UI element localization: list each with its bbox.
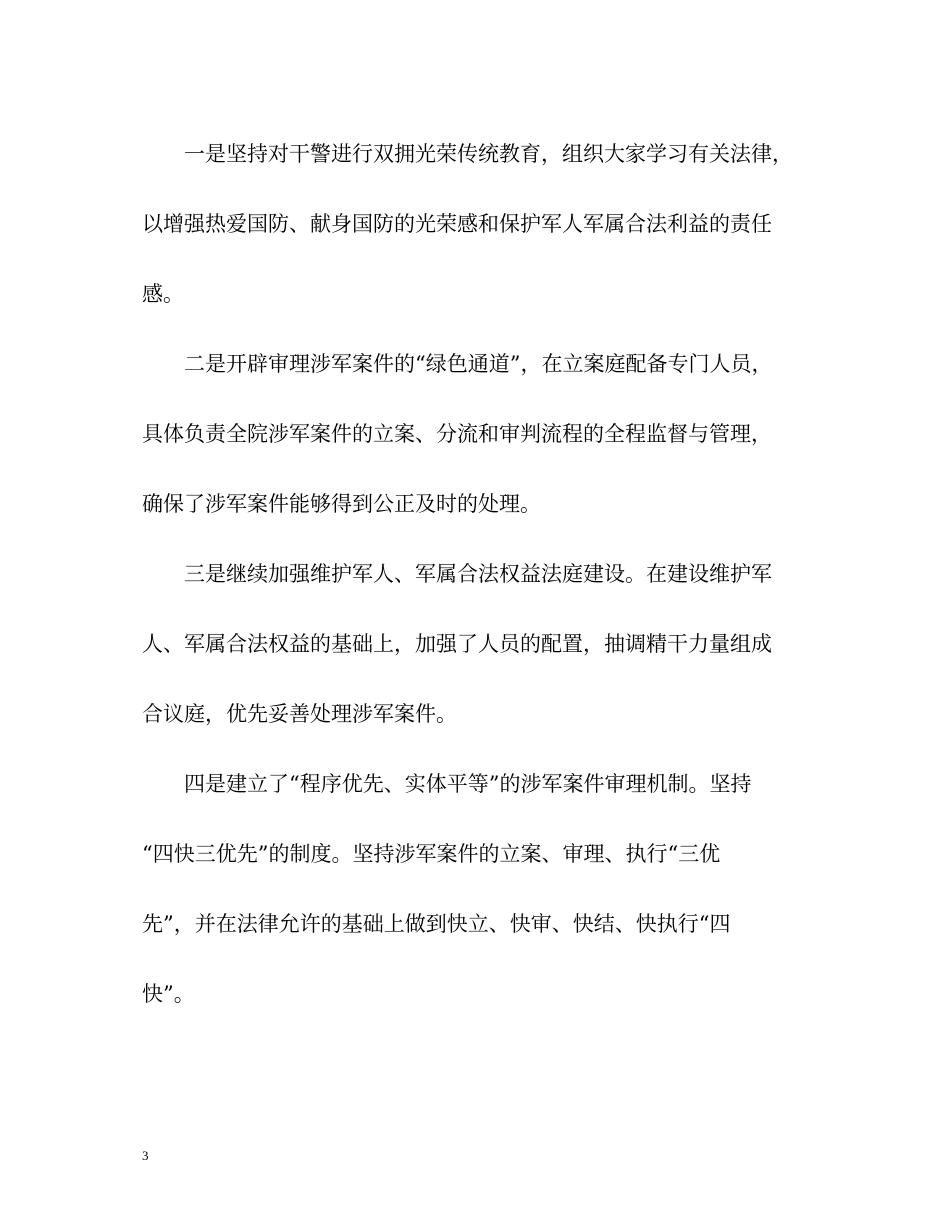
- paragraph-3: [142, 539, 812, 749]
- paragraph-line: 三是继续加强维护军人、军属合法权益法庭建设。在建设维护军: [184, 562, 772, 586]
- paragraph-line: 四是建立了“程序优先、实体平等”的涉军案件审理机制。坚持: [184, 772, 752, 796]
- paragraph-1: [142, 119, 812, 329]
- paragraph-line: 先”，并在法律允许的基础上做到快立、快审、快结、快执行“四: [142, 912, 731, 936]
- paragraph-4: [142, 749, 812, 1029]
- paragraph-line: 一是坚持对干警进行双拥光荣传统教育，组织大家学习有关法律，: [184, 142, 793, 166]
- paragraph-line: 合议庭，优先妥善处理涉军案件。: [142, 702, 457, 726]
- paragraph-2: [142, 329, 812, 539]
- page-number: 3: [142, 1148, 149, 1163]
- paragraph-line: “四快三优先”的制度。坚持涉军案件的立案、审理、执行“三优: [142, 842, 721, 866]
- paragraph-line: 感。: [142, 282, 184, 306]
- paragraph-line: 快”。: [142, 982, 195, 1006]
- paragraph-line: 具体负责全院涉军案件的立案、分流和审判流程的全程监督与管理，: [142, 422, 772, 446]
- paragraph-line: 确保了涉军案件能够得到公正及时的处理。: [142, 492, 541, 516]
- paragraph-line: 以增强热爱国防、献身国防的光荣感和保护军人军属合法利益的责任: [142, 212, 772, 236]
- paragraph-line: 二是开辟审理涉军案件的“绿色通道”，在立案庭配备专门人员，: [184, 352, 773, 376]
- document-body: [142, 119, 812, 1029]
- paragraph-line: 人、军属合法权益的基础上，加强了人员的配置，抽调精干力量组成: [142, 632, 772, 656]
